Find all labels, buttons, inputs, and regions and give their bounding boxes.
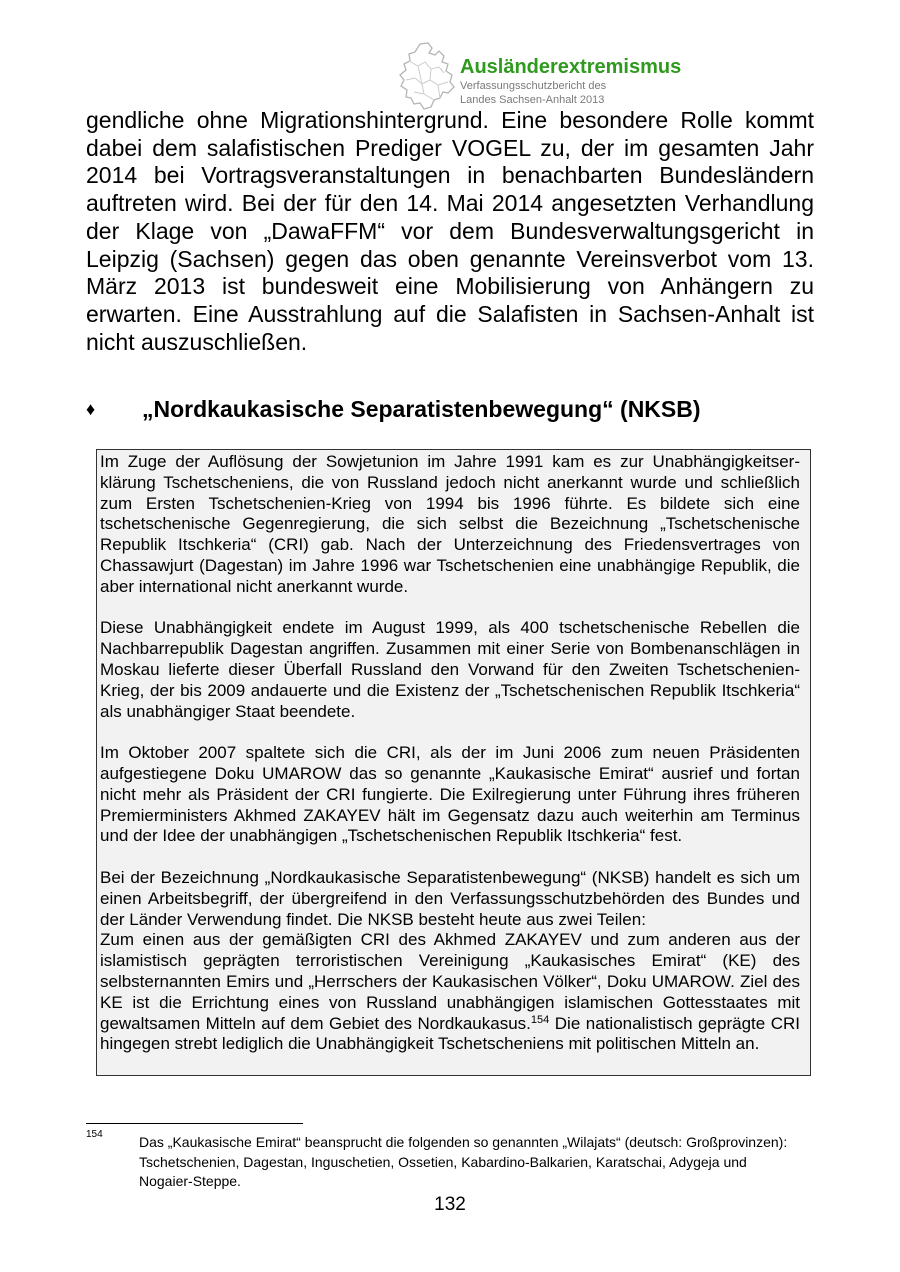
section-title: „Nordkaukasische Separatistenbewegung“ (NKSB)	[142, 396, 701, 422]
info-paragraph-1: Im Zuge der Auflösung der Sowjetunion im Jahre 1991 kam es zur Unabhängigkeitserklärung Tschetscheniens, die von Russland jedoch nicht anerkannt wurde und schließlich zum Ersten Tschetschenien-Krieg von 1994 bis 1996 führte. Es bildete sich eine tschetschenische Gegenregierung, die sich selbst die Bezeichnung „Tschetschenische Republik Itschkeria“ (CRI) gab. Nach der Unterzeichnung des Friedensvertrages von Chassawjurt (Dagestan) im Jahre 1996 war Tschetschenien eine unabhängige Republik, die aber international nicht anerkannt wurde.	[100, 452, 800, 596]
footnote-reference[interactable]: 154	[530, 1013, 550, 1026]
footnote-number: 154	[86, 1129, 103, 1140]
page-number: 132	[434, 1194, 466, 1215]
info-paragraph-4: Bei der Bezeichnung „Nordkaukasische Separatistenbewegung“ (NKSB) handelt es sich um einen Arbeitsbegriff, der übergreifend in den Verfassungsschutzbehörden des Bundes und der Länder Verwendung findet. Die NKSB besteht heute aus zwei Teilen:	[100, 867, 800, 929]
section-heading	[86, 394, 814, 424]
saxony-anhalt-map-icon	[398, 42, 456, 110]
info-paragraph-5-continuation: Die nationalistisch geprägte CRI hingegen strebt lediglich die Unabhängigkeit Tschetscheniens mit politischen Mitteln an.	[100, 1013, 800, 1054]
info-paragraph-2: Diese Unabhängigkeit endete im August 1999, als 400 tschetschenische Rebellen die Nachbarrepublik Dagestan angriffen. Zusammen mit einer Serie von Bombenanschlägen in Moskau lieferte dieser Überfall Russland den Vorwand für den Zweiten Tschetschenien-Krieg, der bis 2009 andauerte und die Existenz der „Tschetschenischen Republik Itschkeria“ als unabhängiger Staat beendete.	[100, 618, 800, 721]
info-paragraph-3: Im Oktober 2007 spaltete sich die CRI, als der im Juni 2006 zum neuen Präsidenten aufgestiegene Doku UMAROW das so genannte „Kaukasische Emirat“ ausrief und fortan nicht mehr als Präsident der CRI fungierte. Die Exilregierung unter Führung ihres früheren Premierministers Akhmed ZAKAYEV hält im Gegensatz dazu auch weiterhin am Terminus und der Idee der unabhängigen „Tschetschenischen Republik Itschkeria“ fest.	[100, 743, 800, 846]
footnote-text: Das „Kaukasische Emirat“ beansprucht die folgenden so genannten „Wilajats“ (deutsch: Großprovinzen): Tschetschenien, Dagestan, Inguschetien, Ossetien, Kabardino-Balkarien, Karatschai, Adygeja und Nogaier-Steppe.	[139, 1134, 788, 1190]
page-header	[398, 42, 718, 112]
header-subtitle-line1: Verfassungsschutzbericht des	[460, 80, 607, 92]
intro-paragraph: gendliche ohne Migrationshintergrund. Eine besondere Rolle kommt dabei dem salafistischen Prediger VOGEL zu, der im gesamten Jahr 2014 bei Vortragsveranstaltungen in benachbarten Bundesländern auftreten wird. Bei der für den 14. Mai 2014 angesetzten Verhandlung der Klage von „DawaFFM“ vor dem Bundesverwaltungsgericht in Leipzig (Sachsen) gegen das oben genannte Vereinsverbot vom 13. März 2013 ist bundesweit eine Mobilisierung von Anhängern zu erwarten. Eine Ausstrahlung auf die Salafisten in Sachsen-Anhalt ist nicht auszuschließen.	[86, 107, 814, 355]
diamond-bullet-icon: ♦	[86, 399, 96, 419]
header-subtitle-line2: Landes Sachsen-Anhalt 2013	[460, 94, 605, 106]
info-box	[96, 449, 811, 1076]
header-title: Ausländerextremismus	[460, 56, 682, 78]
info-paragraph-5-text: Zum einen aus der gemäßigten CRI des Akhmed ZAKAYEV und zum anderen aus der islamistisch geprägten terroristischen Vereinigung „Kaukasisches Emirat“ (KE) des selbsternannten Emirs und „Herrschers der Kaukasischen Völker“, Doku UMAROW. Ziel des KE ist die Errichtung eines von Russland unabhängigen islamischen Gottesstaates mit gewaltsamen Mitteln auf dem Gebiet des Nordkaukasus.	[100, 930, 800, 1033]
footnote-divider	[86, 1123, 303, 1124]
info-paragraph-5	[100, 930, 800, 1055]
